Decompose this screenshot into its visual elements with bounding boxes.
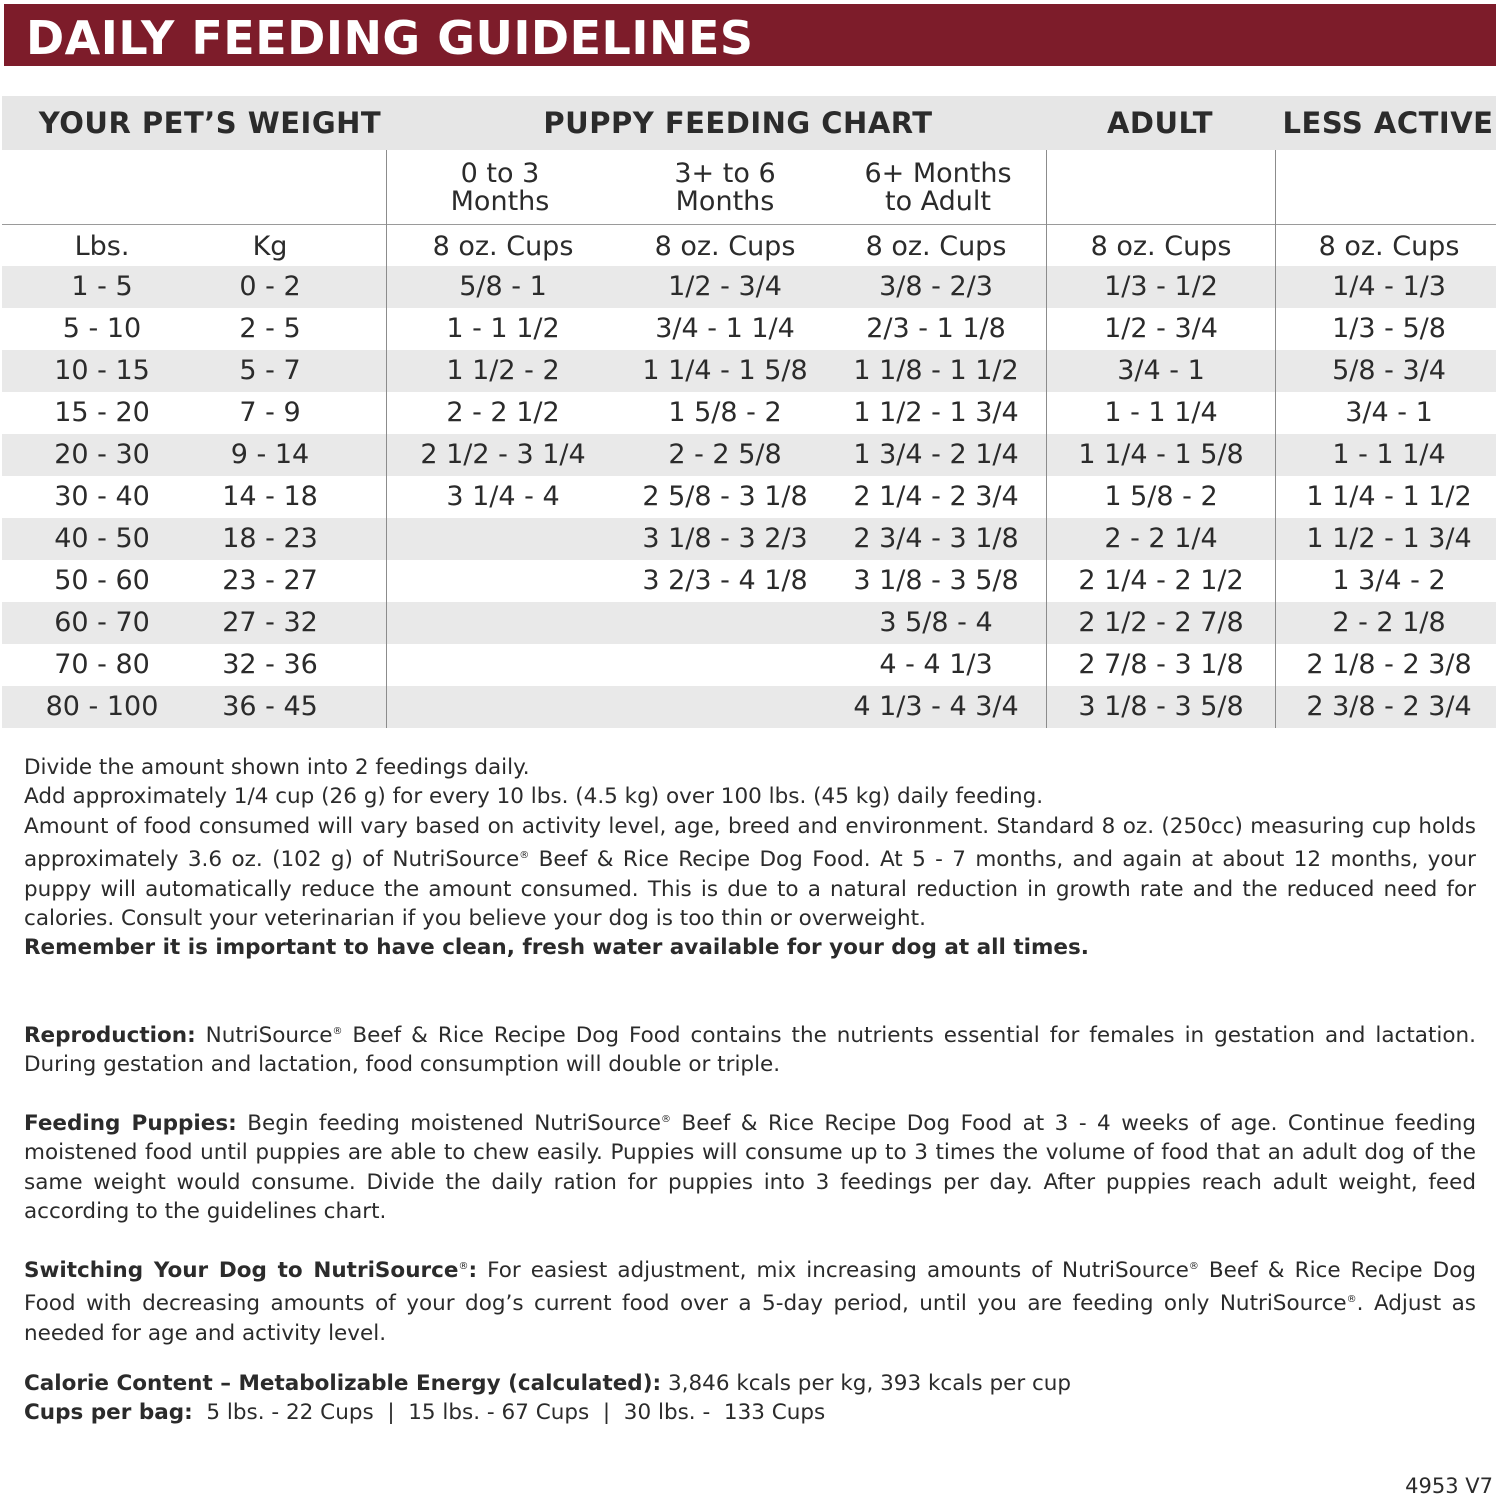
- table-cell: 1 1/4 - 1 1/2: [1306, 481, 1472, 512]
- product-code: 4953 V7: [1405, 1474, 1493, 1498]
- note-amount-text: Amount of food consumed will vary based on activity level, age, breed and environment. Standard 8 oz. (250cc) measuring cup holds approximately 3.6 oz. (102 g) of NutriSource: [24, 813, 1476, 873]
- table-cell: 1/3 - 1/2: [1104, 271, 1218, 302]
- table-cell: 2 5/8 - 3 1/8: [642, 481, 808, 512]
- calorie-section: [24, 1369, 1476, 1428]
- table-cell: 27 - 32: [222, 607, 318, 638]
- table-cell: 2 3/4 - 3 1/8: [853, 523, 1019, 554]
- age-0-3-label: 0 to 3 Months: [450, 158, 550, 217]
- table-cell: 20 - 30: [54, 439, 150, 470]
- cups-label: Cups per bag:: [24, 1400, 193, 1426]
- unit-cups: 8 oz. Cups: [1090, 231, 1232, 262]
- table-cell: 3/4 - 1: [1345, 397, 1433, 428]
- table-cell: 3 1/4 - 4: [446, 481, 560, 512]
- notes-block: [24, 753, 1476, 963]
- note-amount-text: Beef & Rice Recipe Dog Food. At 5 - 7 months, and again at about 12 months, your puppy will automatically reduce the amount consumed. This is due to a natural reduction in growth rate and the reduced need for calories. Consult your veterinarian if you believe your dog is too thin or overweight.: [24, 847, 1477, 932]
- unit-cups: 8 oz. Cups: [1318, 231, 1460, 262]
- table-cell: 9 - 14: [230, 439, 310, 470]
- table-cell: 10 - 15: [54, 355, 150, 386]
- table-cell: 2 1/2 - 2 7/8: [1078, 607, 1244, 638]
- unit-cups: 8 oz. Cups: [865, 231, 1007, 262]
- title-banner: [4, 4, 1496, 66]
- table-cell: 0 - 2: [239, 271, 301, 302]
- table-cell: 1 1/2 - 2: [446, 355, 560, 386]
- table-cell: 1/2 - 3/4: [668, 271, 782, 302]
- table-cell: 18 - 23: [222, 523, 318, 554]
- table-cell: 1 3/4 - 2: [1332, 565, 1446, 596]
- table-cell: 36 - 45: [222, 691, 318, 722]
- note-water: [24, 933, 1476, 962]
- table-cell: 14 - 18: [222, 481, 318, 512]
- table-cell: 1 1/2 - 1 3/4: [1306, 523, 1472, 554]
- switching-section: [24, 1252, 1476, 1348]
- table-cell: 3/4 - 1 1/4: [655, 313, 795, 344]
- table-cell: 5 - 10: [62, 313, 142, 344]
- age-6-adult-label: 6+ Months to Adult: [864, 158, 1012, 217]
- table-cell: 1 - 1 1/4: [1104, 397, 1218, 428]
- table-cell: 3 1/8 - 3 5/8: [1078, 691, 1244, 722]
- registered-mark: ®: [519, 850, 530, 862]
- header-weight: YOUR PET’S WEIGHT: [38, 106, 382, 140]
- table-cell: 1 1/4 - 1 5/8: [1078, 439, 1244, 470]
- table-cell: 1 1/4 - 1 5/8: [642, 355, 808, 386]
- unit-cups: 8 oz. Cups: [432, 231, 574, 262]
- note-amount: [24, 812, 1476, 934]
- table-cell: 1 5/8 - 2: [1104, 481, 1218, 512]
- table-cell: 1/3 - 5/8: [1332, 313, 1446, 344]
- table-cell: 1/4 - 1/3: [1332, 271, 1446, 302]
- registered-mark: ®: [661, 1114, 672, 1125]
- table-cell: 2 - 2 1/4: [1104, 523, 1218, 554]
- table-header-row: [2, 96, 1496, 150]
- column-divider: [1046, 150, 1047, 728]
- puppies-text: Beef & Rice Recipe Dog Food at 3 - 4 weeks of age. Continue feeding moistened food until puppies are able to chew easily. Puppies will consume up to 3 times the volume of food that an adult dog of the same weight would consume. Divide the daily ration for puppies into 3 feedings per day. After puppies reach adult weight, feed according to the guidelines chart.: [24, 1111, 1476, 1225]
- table-cell: 1/2 - 3/4: [1104, 313, 1218, 344]
- table-cell: 2 1/8 - 2 3/8: [1306, 649, 1472, 680]
- age-0-3: [380, 160, 620, 216]
- note-divide: Divide the amount shown into 2 feedings daily.: [24, 755, 530, 780]
- table-cell: 2 - 5: [239, 313, 301, 344]
- table-cell: 2 - 2 5/8: [668, 439, 782, 470]
- table-cell: 2 - 2 1/2: [446, 397, 560, 428]
- switching-label-colon: :: [468, 1258, 478, 1283]
- table-cell: 1 3/4 - 2 1/4: [853, 439, 1019, 470]
- table-cell: 1 1/2 - 1 3/4: [853, 397, 1019, 428]
- switching-label: Switching Your Dog to NutriSource: [24, 1258, 459, 1283]
- header-adult: ADULT: [1106, 106, 1214, 140]
- calorie-value: 3,846 kcals per kg, 393 kcals per cup: [661, 1371, 1072, 1396]
- reproduction-text: NutriSource: [195, 1023, 333, 1048]
- age-3-6: [605, 160, 845, 216]
- table-cell: 2 1/4 - 2 1/2: [1078, 565, 1244, 596]
- header-puppy: PUPPY FEEDING CHART: [543, 106, 933, 140]
- table-cell: 3 1/8 - 3 5/8: [853, 565, 1019, 596]
- table-cell: 3 2/3 - 4 1/8: [642, 565, 808, 596]
- table-cell: 1 1/8 - 1 1/2: [853, 355, 1019, 386]
- registered-mark: ®: [1188, 1261, 1199, 1272]
- table-cell: 32 - 36: [222, 649, 318, 680]
- reproduction-label: Reproduction:: [24, 1023, 196, 1048]
- registered-mark: ®: [1346, 1294, 1357, 1306]
- registered-mark: ®: [458, 1261, 469, 1272]
- table-cell: 40 - 50: [54, 523, 150, 554]
- column-divider: [386, 150, 387, 728]
- table-cell: 15 - 20: [54, 397, 150, 428]
- table-cell: 4 1/3 - 4 3/4: [853, 691, 1019, 722]
- table-cell: 3/4 - 1: [1117, 355, 1205, 386]
- table-cell: 4 - 4 1/3: [879, 649, 993, 680]
- header-less-active: LESS ACTIVE: [1282, 106, 1494, 140]
- cups-line: [24, 1398, 1476, 1427]
- table-cell: 80 - 100: [45, 691, 159, 722]
- table-cell: 2/3 - 1 1/8: [866, 313, 1006, 344]
- table-cell: 3/8 - 2/3: [879, 271, 993, 302]
- switching-paragraph: [24, 1252, 1476, 1348]
- water-reminder: Remember it is important to have clean, fresh water available for your dog at all times.: [24, 935, 1089, 961]
- age-3-6-label: 3+ to 6 Months: [674, 158, 776, 217]
- feeding-table: [2, 96, 1496, 728]
- table-cell: 7 - 9: [239, 397, 301, 428]
- puppies-section: [24, 1105, 1476, 1227]
- table-cell: 1 - 5: [71, 271, 133, 302]
- table-cell: 23 - 27: [222, 565, 318, 596]
- table-cell: 30 - 40: [54, 481, 150, 512]
- table-cell: 2 1/4 - 2 3/4: [853, 481, 1019, 512]
- column-divider: [1275, 150, 1276, 728]
- puppies-label: Feeding Puppies:: [24, 1111, 237, 1136]
- table-cell: 1 - 1 1/2: [446, 313, 560, 344]
- calorie-line: [24, 1369, 1476, 1398]
- table-cell: 2 1/2 - 3 1/4: [420, 439, 586, 470]
- age-6-adult: [818, 160, 1058, 216]
- switching-text: . Adjust as needed for age and activity level.: [24, 1291, 1476, 1346]
- unit-cups: 8 oz. Cups: [654, 231, 796, 262]
- table-cell: 2 7/8 - 3 1/8: [1078, 649, 1244, 680]
- note-add: Add approximately 1/4 cup (26 g) for every 10 lbs. (4.5 kg) over 100 lbs. (45 kg) daily feeding.: [24, 784, 1044, 810]
- table-cell: 70 - 80: [54, 649, 150, 680]
- page-title: DAILY FEEDING GUIDELINES: [26, 11, 754, 65]
- cups-value: 5 lbs. - 22 Cups | 15 lbs. - 67 Cups | 30 lbs. - 133 Cups: [192, 1400, 826, 1426]
- table-cell: 2 3/8 - 2 3/4: [1306, 691, 1472, 722]
- unit-kg: Kg: [252, 231, 288, 262]
- table-cell: 60 - 70: [54, 607, 150, 638]
- table-cell: 5 - 7: [239, 355, 301, 386]
- puppies-text: Begin feeding moistened NutriSource: [236, 1111, 662, 1136]
- table-cell: 50 - 60: [54, 565, 150, 596]
- reproduction-paragraph: [24, 1017, 1476, 1080]
- table-cell: 5/8 - 3/4: [1332, 355, 1446, 386]
- table-cell: 3 5/8 - 4: [879, 607, 993, 638]
- calorie-label: Calorie Content – Metabolizable Energy (calculated):: [24, 1371, 662, 1396]
- registered-mark: ®: [332, 1026, 343, 1037]
- table-cell: 5/8 - 1: [459, 271, 547, 302]
- switching-text: For easiest adjustment, mix increasing amounts of NutriSource: [477, 1258, 1189, 1283]
- table-cell: 1 - 1 1/4: [1332, 439, 1446, 470]
- table-cell: 3 1/8 - 3 2/3: [642, 523, 808, 554]
- table-cell: 2 - 2 1/8: [1332, 607, 1446, 638]
- table-cell: 1 5/8 - 2: [668, 397, 782, 428]
- divider-line: [2, 224, 1496, 225]
- reproduction-text: Beef & Rice Recipe Dog Food contains the nutrients essential for females in gestation and lactation. During gestation and lactation, food consumption will double or triple.: [24, 1023, 1476, 1078]
- unit-lbs: Lbs.: [74, 231, 130, 262]
- switching-text: Beef & Rice Recipe Dog Food with decreasing amounts of your dog’s current food over a 5-day period, until you are feeding only NutriSource: [24, 1258, 1476, 1317]
- puppies-paragraph: [24, 1105, 1476, 1227]
- reproduction-section: [24, 1017, 1476, 1080]
